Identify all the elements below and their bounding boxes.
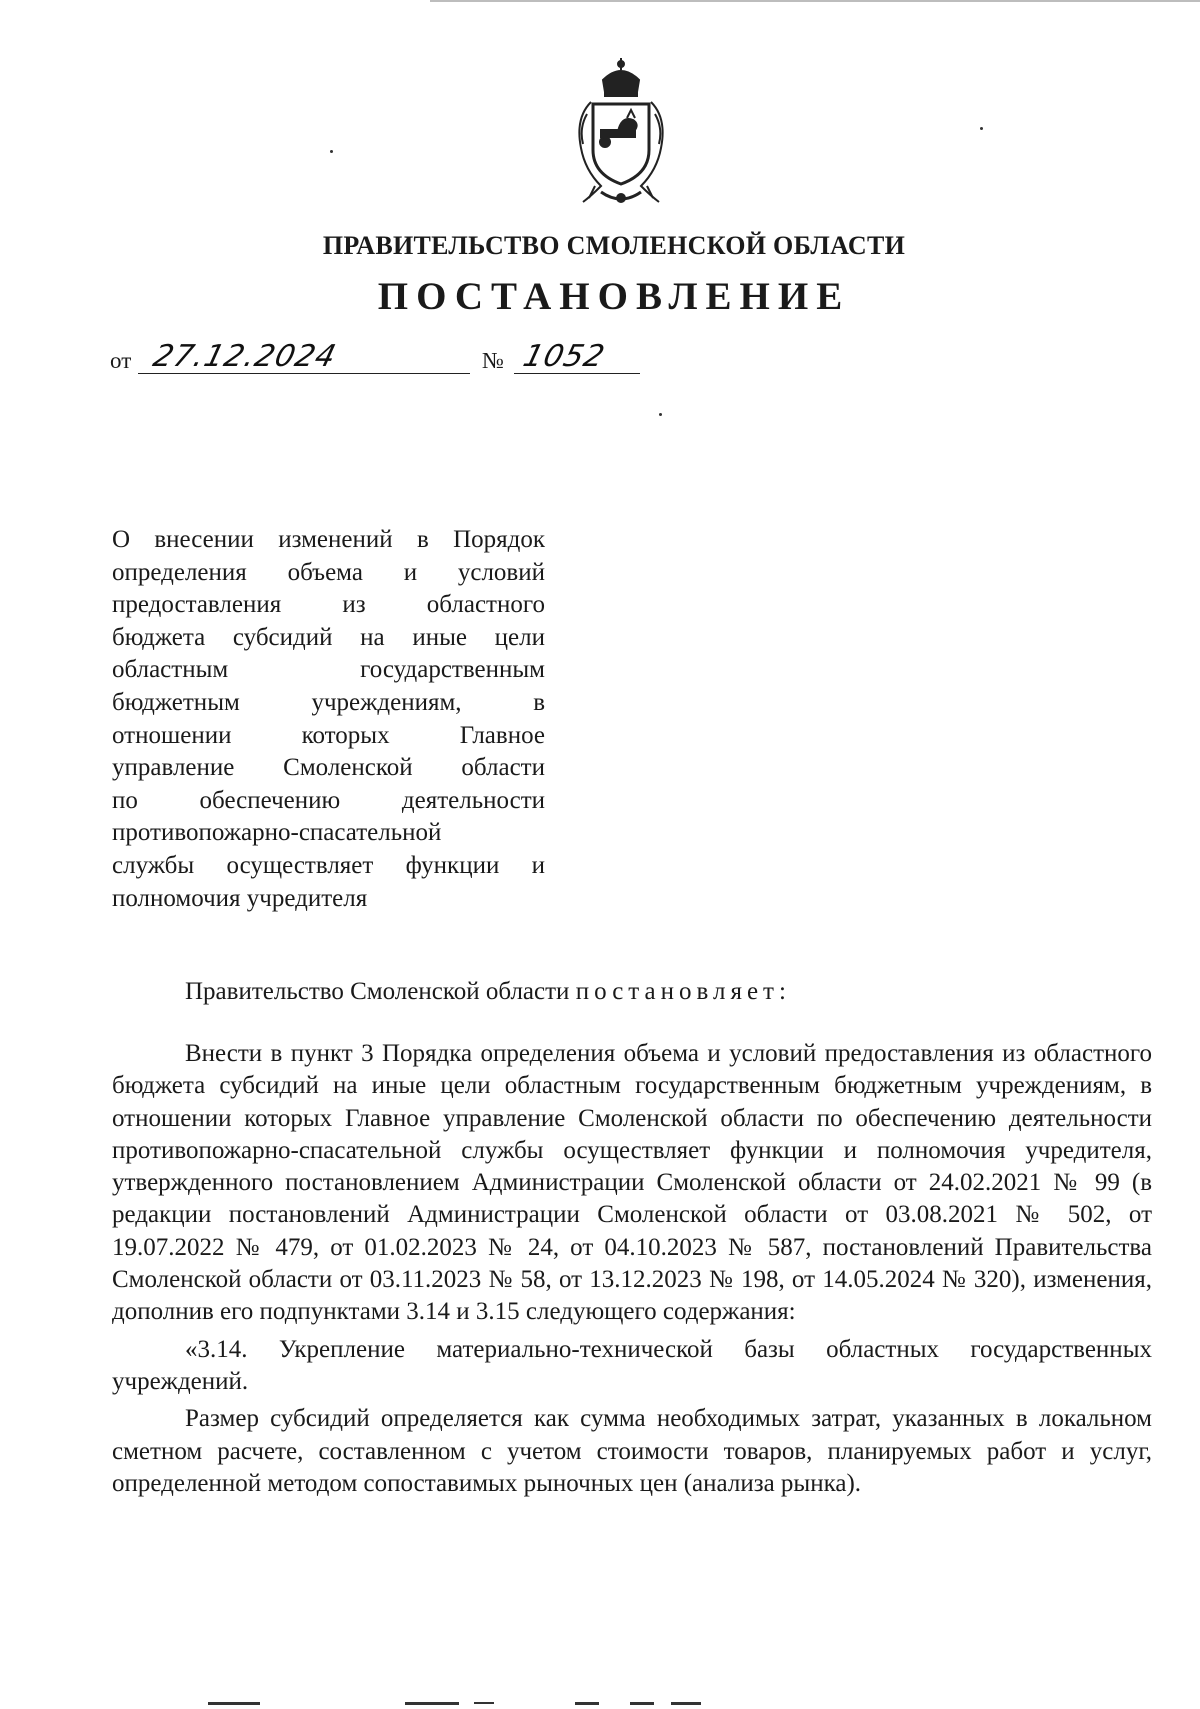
number-label: № <box>482 348 504 373</box>
handwritten-date: 27.12.2024 <box>149 339 341 374</box>
subject-line: отношении которых Главное <box>112 721 545 749</box>
preamble-verb: постановляет: <box>575 978 791 1005</box>
subject-line: службы осуществляет функции и <box>112 851 545 879</box>
scan-speck <box>330 150 333 153</box>
handwritten-number: 1052 <box>519 339 609 374</box>
preamble-text: Правительство Смоленской области <box>185 978 570 1005</box>
body-paragraph: «3.14. Укрепление материально-технической базы областных государственных учреждений. <box>112 1335 1152 1395</box>
document-subject <box>112 524 545 915</box>
date-label: от <box>110 348 132 373</box>
document-body <box>112 1038 1152 1500</box>
body-paragraph: Внести в пункт 3 Порядка определения объема и условий предоставления из областного бюджета субсидий на иные цели областным государственным бюджетным учреждениям, в отношении которых Главное управление Смоленской области по обеспечению деятельности противопожарно-спасательной службы осуществляет функции и полномочия учредителя, утвержденного постановлением Администрации Смоленской области от 24.02.2021 № 99 (в редакции постановлений Администрации Смоленской области от 03.08.2021 № 502, от 19.07.2022 № 479, от 01.02.2023 № 24, от 04.10.2023 № 587, постановлений Правительства Смоленской области от 03.11.2023 № 58, от 13.12.2023 № 198, от 14.05.2024 № 320), изменения, дополнив его подпунктами 3.14 и 3.15 следующего содержания: <box>112 1040 1152 1326</box>
scan-speck <box>980 127 983 130</box>
coat-of-arms-icon <box>561 58 681 208</box>
subject-line: по обеспечению деятельности <box>112 786 545 814</box>
scan-speck <box>659 413 662 416</box>
scan-bottom-marks <box>0 1698 1200 1709</box>
subject-line: бюджета субсидий на иные цели <box>112 623 545 651</box>
subject-line: управление Смоленской области <box>112 754 545 782</box>
body-paragraph: Размер субсидий определяется как сумма необходимых затрат, указанных в локальном сметном расчете, составленном с учетом стоимости товаров, планируемых работ и услуг, определенной методом сопоставимых рыночных цен (анализа рынка). <box>112 1405 1152 1497</box>
subject-line: противопожарно-спасательной <box>112 819 442 847</box>
subject-line: определения объема и условий <box>112 558 545 586</box>
scan-border-line <box>430 0 1200 2</box>
government-title: ПРАВИТЕЛЬСТВО СМОЛЕНСКОЙ ОБЛАСТИ <box>322 231 906 260</box>
subject-line: предоставления из областного <box>112 591 545 619</box>
subject-line: областным государственным <box>112 656 545 684</box>
subject-line: бюджетным учреждениям, в <box>112 688 545 716</box>
document-type-title: ПОСТАНОВЛЕНИЕ <box>377 275 851 318</box>
subject-line: полномочия учредителя <box>112 884 368 912</box>
preamble <box>185 978 791 1006</box>
subject-line: О внесении изменений в Порядок <box>112 526 545 553</box>
